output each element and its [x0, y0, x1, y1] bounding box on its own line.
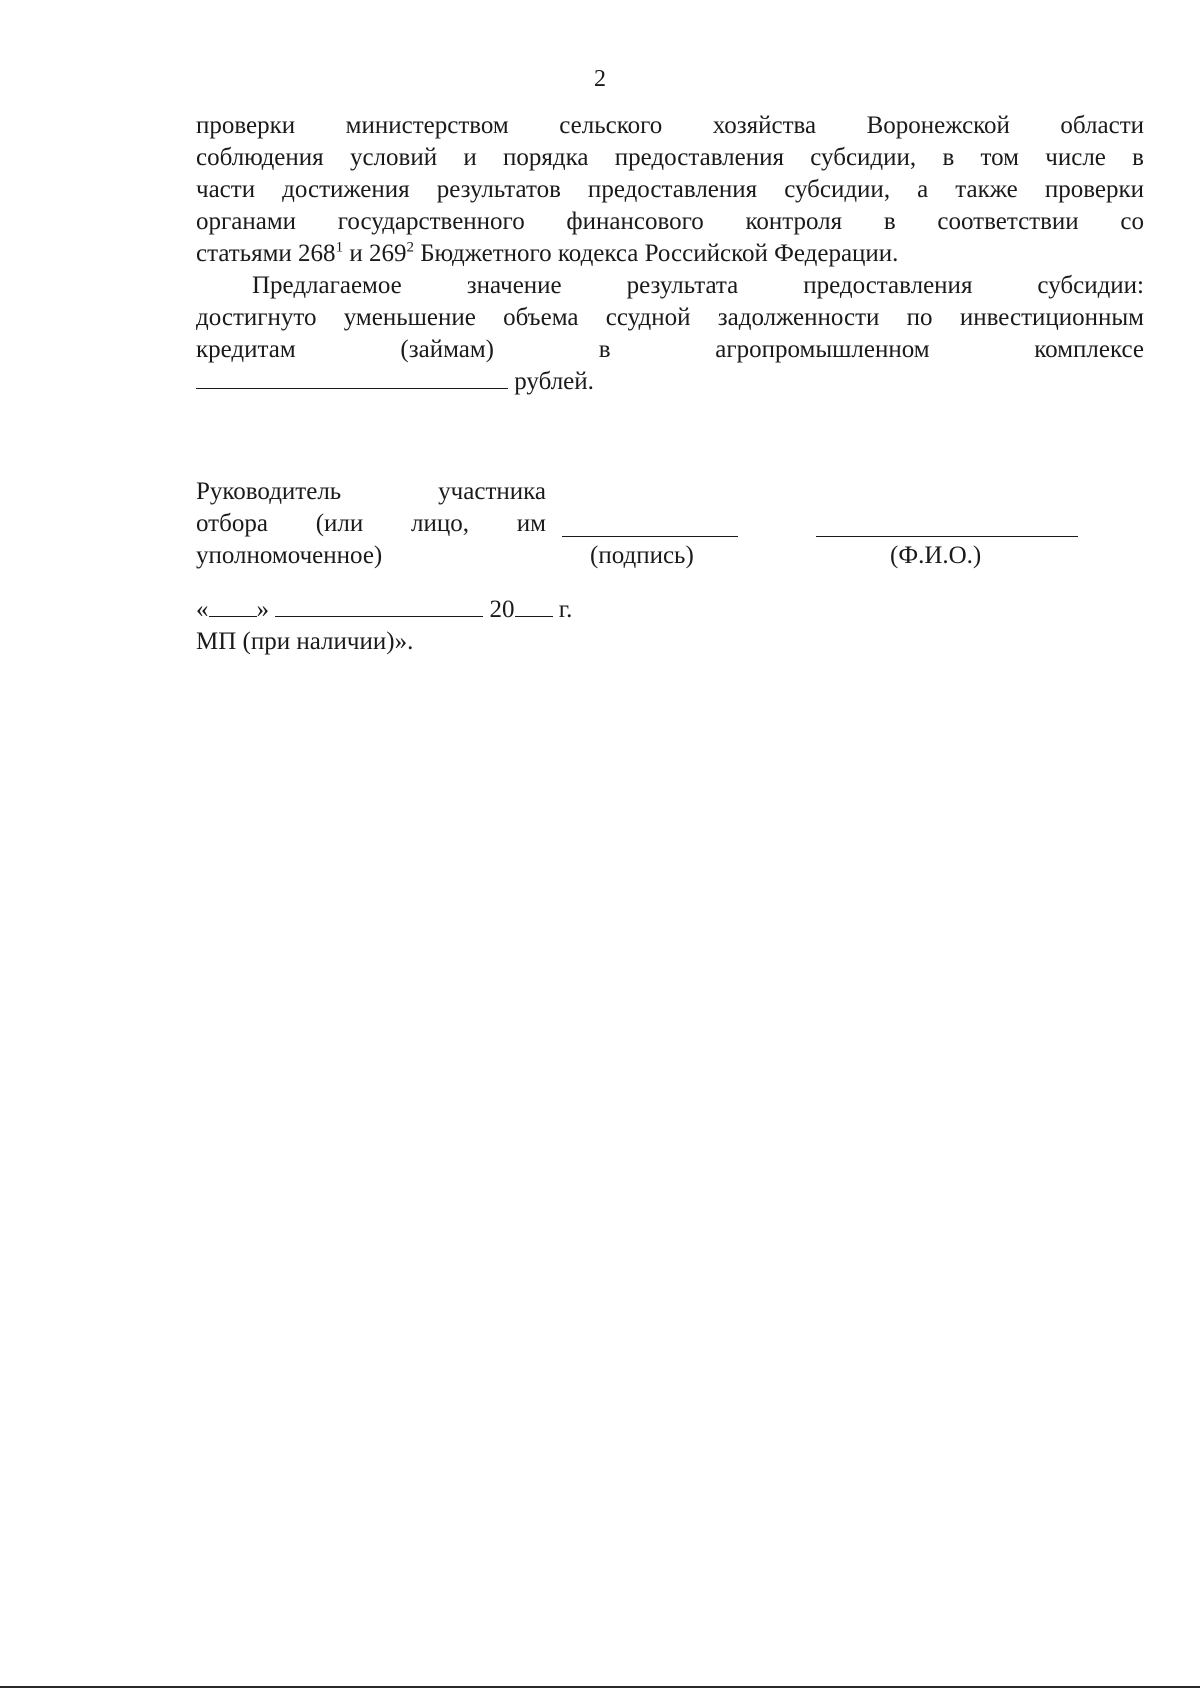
full-name-caption: (Ф.И.О.) — [890, 542, 982, 569]
budget-code-articles-text-2: и 269 — [343, 240, 407, 267]
page-number: 2 — [594, 66, 606, 92]
date-open-quote: « — [196, 596, 209, 623]
document-body — [196, 110, 1144, 398]
paragraph-1-line-4: органами государственного финансового контроля в соответствии со — [196, 208, 1144, 235]
budget-code-name: Бюджетного кодекса Российской Федерации. — [413, 240, 899, 267]
budget-code-articles-text: статьями 268 — [196, 240, 336, 267]
superscript-2: 2 — [406, 239, 414, 256]
amount-blank-field[interactable] — [196, 366, 508, 389]
paragraph-2-line-1: Предлагаемое значение результата предоставления субсидии: — [252, 272, 1144, 299]
paragraph-1-line-1: проверки министерством сельского хозяйства Воронежской области — [196, 112, 1144, 139]
signature-blank-field[interactable] — [562, 535, 738, 537]
paragraph-2-line-4 — [196, 366, 1144, 398]
paragraph-2-line-3: кредитам (займам) в агропромышленном комплексе — [196, 336, 1144, 363]
paragraph-1-line-5 — [196, 238, 1144, 270]
month-blank-field[interactable] — [275, 594, 483, 617]
date-line — [196, 594, 572, 626]
year-prefix: 20 — [489, 596, 515, 623]
paragraph-1-line-3: части достижения результатов предоставления субсидии, а также проверки — [196, 176, 1144, 203]
signature-caption: (подпись) — [590, 542, 694, 569]
signature-block — [196, 476, 1146, 576]
year-blank-field[interactable] — [515, 594, 553, 617]
date-close-quote: » — [256, 596, 269, 623]
superscript-1: 1 — [335, 239, 344, 256]
full-name-blank-field[interactable] — [816, 535, 1078, 537]
page-bottom-edge — [0, 1686, 1200, 1688]
stamp-note: МП (при наличии)». — [196, 628, 414, 655]
year-suffix: г. — [552, 596, 573, 623]
signer-title-line-1: Руководитель участника — [196, 478, 546, 505]
rubles-label: рублей. — [508, 368, 594, 395]
day-blank-field[interactable] — [209, 594, 257, 617]
paragraph-2-line-2: достигнуто уменьшение объема ссудной задолженности по инвестиционным — [196, 304, 1144, 331]
signer-title-line-2: отбора (или лицо, им — [196, 510, 546, 537]
signer-title-line-3: уполномоченное) — [196, 542, 383, 569]
paragraph-1-line-2: соблюдения условий и порядка предоставления субсидии, в том числе в — [196, 144, 1144, 171]
